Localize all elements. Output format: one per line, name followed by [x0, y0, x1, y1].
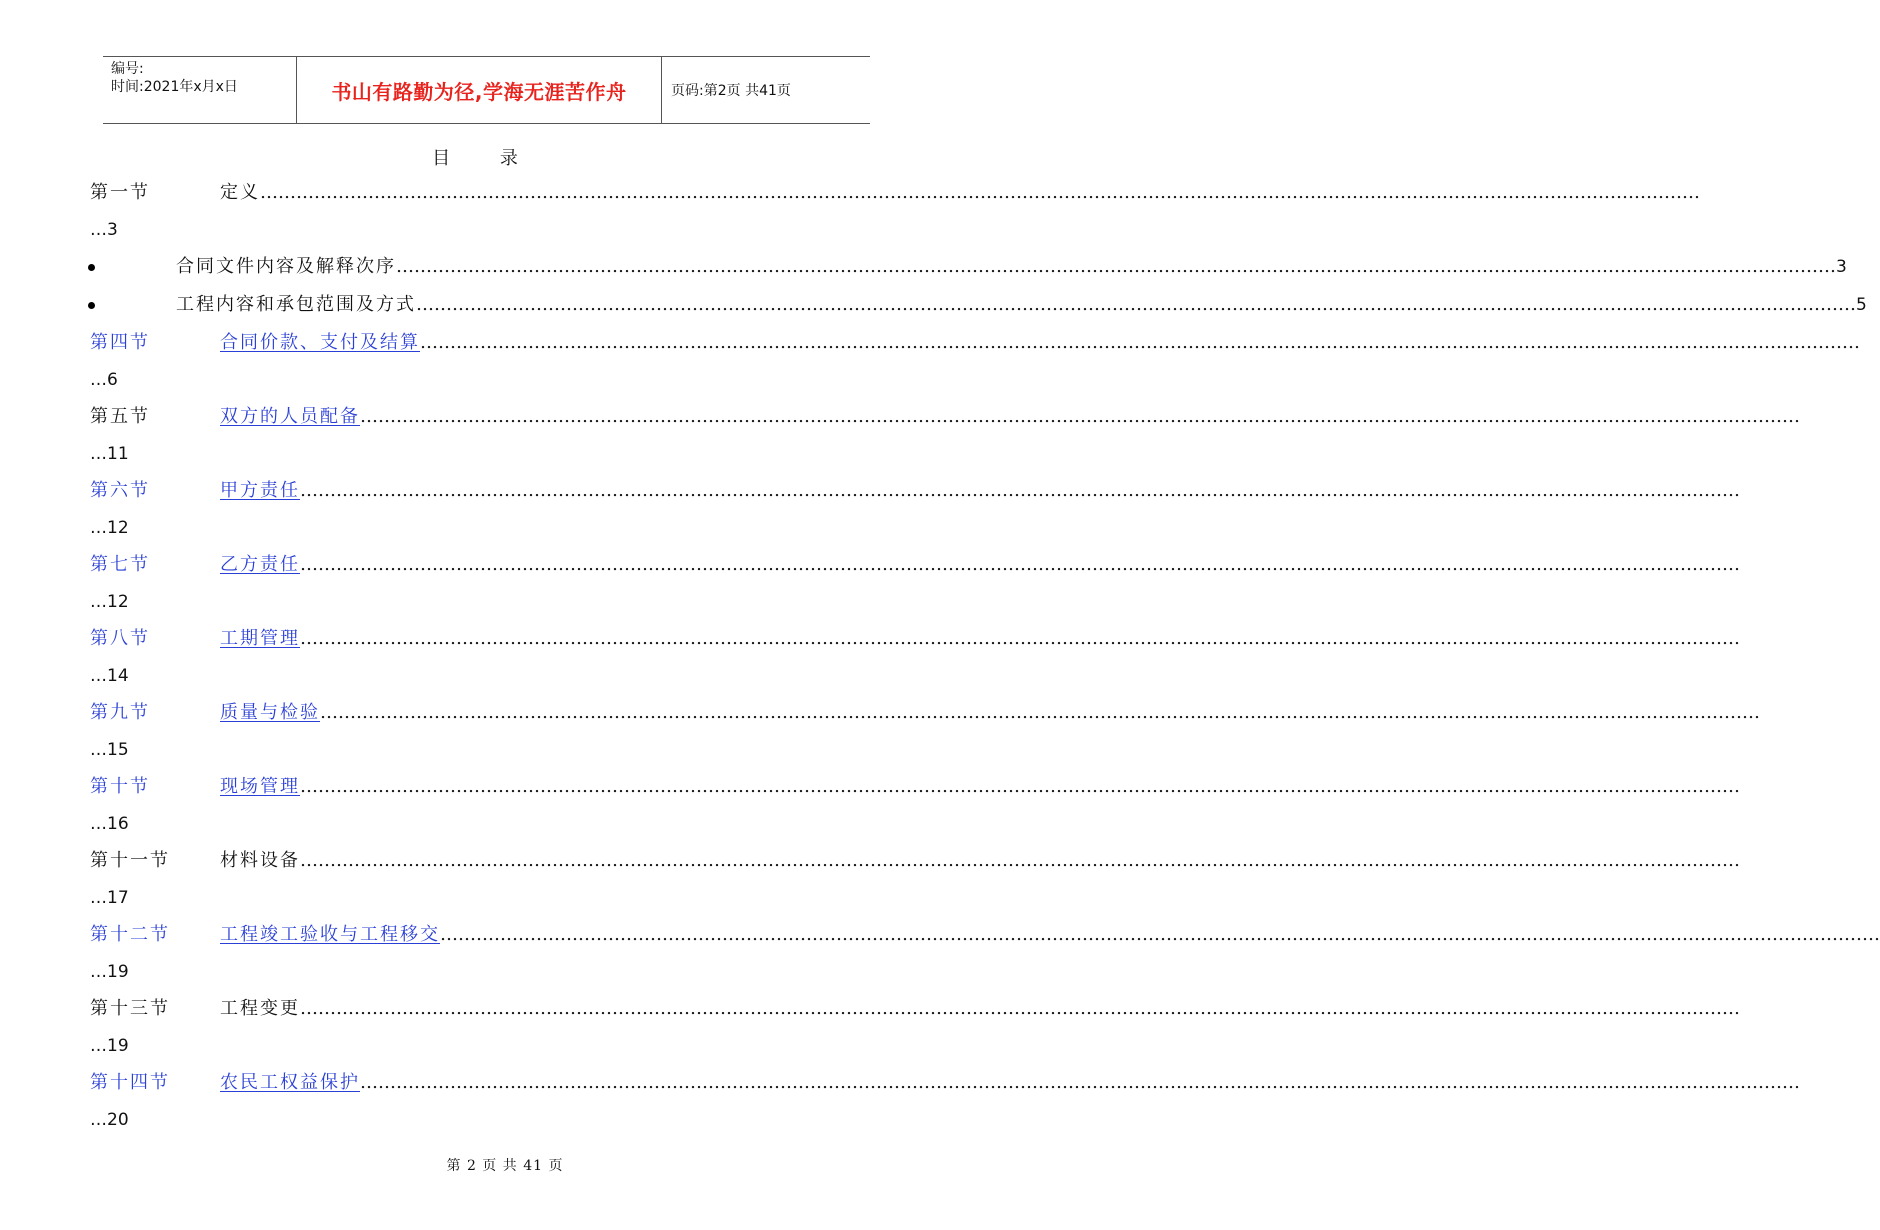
- toc-page-number: …16: [90, 814, 129, 834]
- toc-page-number: 3: [1836, 257, 1847, 277]
- toc-entry[interactable]: [90, 330, 1860, 356]
- toc-entry[interactable]: [90, 774, 1740, 800]
- header-motto: 书山有路勤为径,学海无涯苦作舟: [297, 57, 662, 123]
- toc-section-title: 双方的人员配备: [220, 406, 360, 427]
- toc-entry[interactable]: [90, 996, 1740, 1022]
- toc-section-number: 第五节: [90, 406, 150, 427]
- toc-page-number: …14: [90, 666, 129, 686]
- bullet-icon: [88, 302, 95, 309]
- leader-dots: ……………………………………………………………………………………………………………………………………………………………………………………………………………………: [440, 924, 1880, 945]
- toc-section-title: 工期管理: [220, 628, 300, 649]
- toc-title: 目 录: [432, 148, 540, 169]
- toc-section-number: 第十一节: [90, 850, 170, 871]
- toc-section-title: 材料设备: [220, 850, 300, 871]
- header-meta: [103, 57, 297, 123]
- toc-page-number: …6: [90, 370, 118, 390]
- toc-section-number: 第七节: [90, 554, 150, 575]
- toc-entry[interactable]: [90, 700, 1760, 726]
- toc-subitem[interactable]: [176, 292, 1867, 318]
- leader-dots: ……………………………………………………………………………………………………………………………………………………………………………………………………………………: [320, 702, 1760, 723]
- toc-section-number: 第八节: [90, 628, 150, 649]
- leader-dots: ……………………………………………………………………………………………………………………………………………………………………………………………………………………: [300, 998, 1740, 1019]
- toc-section-title: 现场管理: [220, 776, 300, 797]
- leader-dots: ……………………………………………………………………………………………………………………………………………………………………………………………………………………: [300, 776, 1740, 797]
- toc-entry[interactable]: [90, 552, 1740, 578]
- leader-dots: ……………………………………………………………………………………………………………………………………………………………………………………………………………………: [396, 256, 1836, 277]
- toc-section-number: 第十四节: [90, 1072, 170, 1093]
- toc-subitem-title: 合同文件内容及解释次序: [176, 256, 396, 277]
- toc-section-number: 第六节: [90, 480, 150, 501]
- toc-section-title: 甲方责任: [220, 480, 300, 501]
- time-label: 时间:2021年x月x日: [111, 79, 238, 95]
- toc-page-number: 5: [1856, 295, 1867, 315]
- toc-section-title: 乙方责任: [220, 554, 300, 575]
- toc-section-title: 工程竣工验收与工程移交: [220, 924, 440, 945]
- toc-section-number: 第十三节: [90, 998, 170, 1019]
- bullet-icon: [88, 264, 95, 271]
- toc-entry[interactable]: [90, 478, 1740, 504]
- toc-page-number: …11: [90, 444, 129, 464]
- toc-page-number: …3: [90, 220, 118, 240]
- toc-entry[interactable]: [90, 848, 1740, 874]
- leader-dots: ……………………………………………………………………………………………………………………………………………………………………………………………………………………: [260, 182, 1700, 203]
- toc-page-number: …12: [90, 592, 129, 612]
- toc-entry[interactable]: [90, 180, 1700, 206]
- toc-page-number: …17: [90, 888, 129, 908]
- toc-page-number: …12: [90, 518, 129, 538]
- toc-page-number: …19: [90, 962, 129, 982]
- toc-subitem-title: 工程内容和承包范围及方式: [176, 294, 416, 315]
- toc-section-number: 第一节: [90, 182, 150, 203]
- leader-dots: ……………………………………………………………………………………………………………………………………………………………………………………………………………………: [360, 406, 1800, 427]
- toc-page-number: …19: [90, 1036, 129, 1056]
- page-footer: 第 2 页 共 41 页: [446, 1158, 564, 1174]
- number-label: 编号:: [111, 61, 144, 77]
- leader-dots: ……………………………………………………………………………………………………………………………………………………………………………………………………………………: [416, 294, 1856, 315]
- header-table: [103, 56, 870, 124]
- toc-section-number: 第四节: [90, 332, 150, 353]
- toc-section-title: 合同价款、支付及结算: [220, 332, 420, 353]
- header-page-label: 页码:第2页 共41页: [671, 83, 791, 99]
- toc-subitem[interactable]: [176, 254, 1847, 280]
- toc-section-number: 第十节: [90, 776, 150, 797]
- toc-section-number: 第九节: [90, 702, 150, 723]
- leader-dots: ……………………………………………………………………………………………………………………………………………………………………………………………………………………: [300, 850, 1740, 871]
- toc-entry[interactable]: [90, 1070, 1800, 1096]
- leader-dots: ……………………………………………………………………………………………………………………………………………………………………………………………………………………: [300, 480, 1740, 501]
- leader-dots: ……………………………………………………………………………………………………………………………………………………………………………………………………………………: [420, 332, 1860, 353]
- toc-entry[interactable]: [90, 922, 1880, 948]
- toc-section-title: 质量与检验: [220, 702, 320, 723]
- toc-section-number: 第十二节: [90, 924, 170, 945]
- toc-entry[interactable]: [90, 404, 1800, 430]
- leader-dots: ……………………………………………………………………………………………………………………………………………………………………………………………………………………: [300, 554, 1740, 575]
- leader-dots: ……………………………………………………………………………………………………………………………………………………………………………………………………………………: [360, 1072, 1800, 1093]
- toc-section-title: 工程变更: [220, 998, 300, 1019]
- leader-dots: ……………………………………………………………………………………………………………………………………………………………………………………………………………………: [300, 628, 1740, 649]
- toc-section-title: 农民工权益保护: [220, 1072, 360, 1093]
- toc-page-number: …20: [90, 1110, 129, 1130]
- toc-entry[interactable]: [90, 626, 1740, 652]
- toc-page-number: …15: [90, 740, 129, 760]
- toc-section-title: 定义: [220, 182, 260, 203]
